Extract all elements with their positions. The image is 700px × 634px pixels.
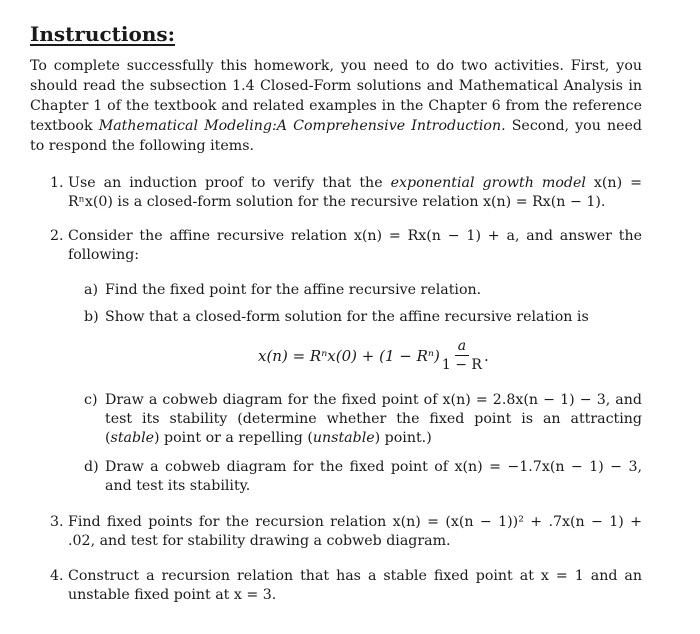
- emphasis-text: stable: [110, 430, 155, 446]
- item-text-part: x(n) = Rⁿx(0) is a closed-form solution for the recursive relation x(n) = Rx(n − 1).: [68, 175, 642, 210]
- item-text-part: Use an induction proof to verify that the: [68, 175, 391, 191]
- item-text: Draw a cobweb diagram for the fixed point of x(n) = −1.7x(n − 1) − 3, and test its stability.: [105, 459, 642, 494]
- item-number: 2.: [50, 228, 64, 244]
- item-text: [105, 391, 642, 448]
- item-text: Construct a recursion relation that has a stable fixed point at x = 1 and an unstable fixed point at x = 3.: [68, 568, 642, 603]
- emphasis-text: exponential growth model: [390, 175, 586, 191]
- item-text: Find fixed points for the recursion relation x(n) = (x(n − 1))² + .7x(n − 1) + .02, and test for stability drawing a cobweb diagram.: [68, 514, 642, 549]
- list-item-1: [50, 174, 642, 212]
- item-text: Find the fixed point for the affine recursive relation.: [105, 282, 482, 298]
- item-number: c): [84, 392, 98, 408]
- item-text: Consider the affine recursive relation x(n) = Rx(n − 1) + a, and answer the following:: [68, 228, 642, 263]
- emphasis-text: unstable: [312, 430, 375, 446]
- sub-item-d: [84, 458, 642, 496]
- equation-period: .: [483, 346, 489, 365]
- intro-text-a: To complete successfully this homework, you need to do two activities. First, you should read the subsection 1.4 Closed-Form solutions and Mathematical Analysis in Chapter 1 of the textbook and related examples in the Chapter 6 from the reference textbook: [30, 58, 642, 134]
- item-number: b): [84, 309, 99, 325]
- item-number: d): [84, 459, 99, 475]
- list-item-3: [50, 513, 642, 551]
- item-number: 1.: [50, 175, 64, 191]
- list-item-4: [50, 567, 642, 605]
- fraction-denominator: 1 − R: [441, 357, 482, 373]
- instructions-heading: Instructions:: [30, 22, 176, 46]
- item-number: 3.: [50, 514, 64, 530]
- item-text-part: Draw a cobweb diagram for the fixed point of x(n) = 2.8x(n − 1) − 3, and test its stability (determine whether the fixed point is an attracting (: [105, 392, 642, 446]
- item-text: Show that a closed-form solution for the affine recursive relation is: [105, 309, 589, 325]
- sub-item-c: [84, 391, 642, 448]
- closed-form-equation: [258, 337, 489, 374]
- item-text-part: ) point or a repelling (: [154, 430, 313, 446]
- item-text: [68, 174, 642, 212]
- sub-item-a: [84, 281, 642, 300]
- equation-fraction: [442, 337, 482, 374]
- item-number: a): [84, 282, 98, 298]
- equation-lhs: x(n) = Rⁿx(0) + (1 − Rⁿ): [258, 346, 440, 365]
- intro-text-b: Second, you need to respond the following items.: [30, 118, 642, 154]
- sub-item-b: [84, 308, 642, 327]
- textbook-title: Mathematical Modeling:A Comprehensive Introduction.: [98, 118, 506, 134]
- list-item-2: [50, 227, 642, 265]
- item-number: 4.: [50, 568, 64, 584]
- intro-paragraph: [30, 56, 642, 156]
- fraction-numerator: a: [455, 337, 469, 356]
- item-text-part: ) point.): [374, 430, 432, 446]
